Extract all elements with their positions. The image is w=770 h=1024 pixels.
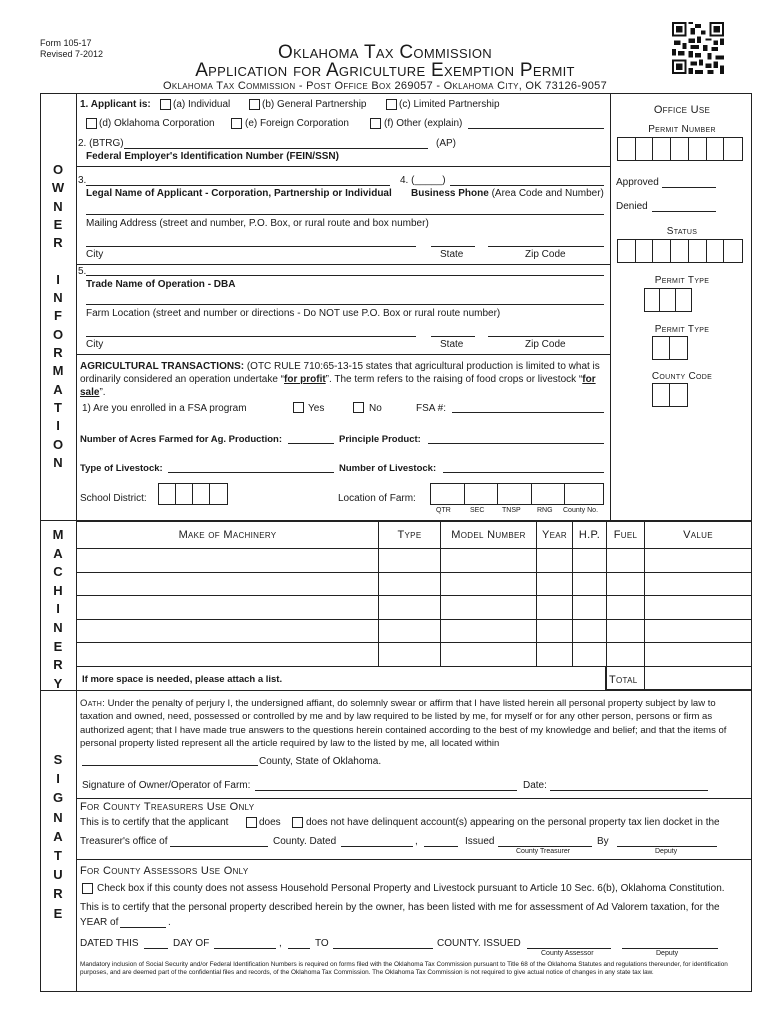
livestock-type-label: Type of Livestock: [80, 463, 163, 474]
sidebar-letter: I [56, 601, 60, 617]
approved-field[interactable] [662, 187, 716, 188]
machinery-cell[interactable] [573, 549, 607, 573]
treasurer-heading: For County Treasurers Use Only [80, 801, 255, 813]
sidebar-letter: A [53, 381, 63, 397]
machinery-cell[interactable] [537, 619, 573, 643]
farm-location-grid-label: Location of Farm: [338, 493, 416, 504]
fsa-yes-label: Yes [308, 403, 325, 414]
machinery-row [77, 619, 752, 643]
machinery-cell[interactable] [607, 643, 645, 667]
county-code-boxes[interactable] [652, 383, 688, 407]
machinery-cell[interactable] [441, 643, 537, 667]
city-label: City [86, 249, 104, 260]
sidebar-letter: E [53, 216, 63, 232]
acres-label: Number of Acres Farmed for Ag. Production: [80, 434, 282, 445]
loc-col-county-no: County No. [563, 507, 599, 514]
btrg-field[interactable] [124, 148, 428, 149]
mailing-address-field[interactable] [86, 214, 604, 215]
farm-city-field[interactable] [86, 336, 416, 337]
machinery-cell[interactable] [441, 619, 537, 643]
machinery-row [77, 572, 752, 596]
machinery-cell[interactable] [607, 572, 645, 596]
zip-label: Zip Code [525, 249, 566, 260]
machinery-cell[interactable] [573, 643, 607, 667]
machinery-cell[interactable] [645, 619, 752, 643]
legal-name-field[interactable] [86, 185, 390, 186]
farm-location-label: Farm Location (street and number or directions - Do NOT use P.O. Box or rural route number) [86, 308, 501, 319]
permit-type-boxes-2[interactable] [652, 336, 688, 360]
sidebar-letter: C [53, 564, 63, 580]
checkbox-oklahoma-corporation[interactable] [86, 118, 97, 129]
day-of-label: DAY OF [173, 938, 210, 949]
comma-2: , [279, 938, 282, 949]
col-fuel: Fuel [607, 522, 645, 549]
option-individual-label: (a) Individual [173, 99, 231, 110]
treasurer-office-label: Treasurer's office of [80, 836, 168, 847]
loc-col-qtr: QTR [436, 507, 451, 514]
farm-state-field[interactable] [431, 336, 475, 337]
more-space-note: If more space is needed, please attach a list. [82, 674, 283, 685]
sidebar-letter: R [53, 886, 63, 902]
machinery-cell[interactable] [607, 596, 645, 620]
school-district-boxes[interactable] [158, 483, 228, 505]
machinery-cell[interactable] [441, 596, 537, 620]
machinery-cell[interactable] [573, 572, 607, 596]
checkbox-does[interactable] [246, 817, 257, 828]
machinery-cell[interactable] [573, 596, 607, 620]
sidebar-letter: S [53, 752, 63, 767]
checkbox-does-not[interactable] [292, 817, 303, 828]
dated-this-label: DATED THIS [80, 938, 139, 949]
checkbox-fsa-no[interactable] [353, 402, 364, 413]
q4-label: 4. (_____) [400, 175, 446, 186]
date-label: Date: [523, 780, 547, 791]
day-of-year-field[interactable] [288, 948, 310, 949]
deputy-caption-2: Deputy [656, 950, 679, 957]
farm-zip-field[interactable] [488, 336, 604, 337]
machinery-cell[interactable] [77, 643, 379, 667]
does-label: does [259, 817, 281, 828]
signature-label: Signature of Owner/Operator of Farm: [82, 780, 251, 791]
machinery-cell[interactable] [573, 619, 607, 643]
state-field[interactable] [431, 246, 475, 247]
treasurer-office-field[interactable] [170, 846, 268, 847]
machinery-cell[interactable] [379, 549, 441, 573]
applicant-type-label: 1. Applicant is: [80, 99, 151, 110]
sidebar-letter: F [54, 308, 62, 324]
q3-label: 3. [78, 175, 87, 186]
issued-label: Issued [465, 836, 495, 847]
col-type: Type [379, 522, 441, 549]
loc-col-rng: RNG [537, 507, 553, 514]
permit-number-boxes[interactable] [617, 137, 743, 161]
year-of-field[interactable] [120, 927, 166, 928]
col-hp: H.P. [573, 522, 607, 549]
machinery-cell[interactable] [77, 619, 379, 643]
machinery-cell[interactable] [645, 596, 752, 620]
fsa-number-label: FSA #: [416, 403, 447, 414]
machinery-cell[interactable] [537, 643, 573, 667]
day-of-field[interactable] [214, 948, 276, 949]
machinery-header-row [77, 522, 752, 549]
sidebar-letter: I [56, 418, 60, 434]
machinery-cell[interactable] [537, 596, 573, 620]
fsa-number-field[interactable] [452, 412, 604, 413]
machinery-cell[interactable] [537, 572, 573, 596]
sidebar-letter: W [51, 180, 65, 196]
machinery-cell[interactable] [607, 549, 645, 573]
fsa-no-label: No [369, 403, 382, 414]
sidebar-letter: M [52, 363, 64, 379]
county-issued-label: COUNTY. ISSUED [437, 938, 521, 949]
livestock-number-label: Number of Livestock: [339, 463, 437, 474]
assessor-check-text: Check box if this county does not assess Household Personal Property and Livestock pursuant to Article 10 Sec. 6(b), Oklahoma Constitution. [97, 883, 725, 894]
machinery-cell[interactable] [77, 549, 379, 573]
sidebar-letter: R [53, 235, 63, 251]
machinery-cell[interactable] [537, 549, 573, 573]
sidebar-letter: A [53, 545, 63, 561]
farm-zip-label: Zip Code [525, 339, 566, 350]
confidentiality-footnote: Mandatory inclusion of Social Security and/or Federal Identification Numbers is required on forms filed with the Oklahoma Tax Commission pursuant to Title 68 of the Oklahoma Statutes and regulations thereunder, for identification purposes, and are deemed part of the confidential files and records, of the Oklahoma Tax Commission. The Oklahoma Tax Commission is not required to give actual notice of changes in any state tax law. [80, 961, 728, 976]
assessor-heading: For County Assessors Use Only [80, 865, 249, 877]
machinery-cell[interactable] [441, 572, 537, 596]
sidebar-letter: E [53, 638, 63, 654]
machinery-cell[interactable] [645, 643, 752, 667]
form-title: Application for Agriculture Exemption Permit [195, 60, 575, 81]
agency-name: Oklahoma Tax Commission [278, 42, 492, 63]
livestock-type-field[interactable] [168, 472, 334, 473]
comma: , [415, 836, 418, 847]
machinery-table [76, 521, 752, 690]
sidebar-letter: N [53, 809, 63, 825]
loc-col-tnsp: TNSP [502, 507, 521, 514]
agricultural-transactions-text: AGRICULTURAL TRANSACTIONS: (OTC RULE 710:65-13-15 states that agricultural production is limited to what is ordinarily considered an operation undertake “for profit”. The term refers to the raising of food crops or livestock “for sale”. [80, 361, 600, 398]
sidebar-letter: T [54, 399, 62, 415]
col-make: Make of Machinery [77, 522, 379, 549]
sidebar-letter: O [52, 162, 64, 177]
sidebar-letter: N [53, 454, 63, 470]
school-district-label: School District: [80, 493, 147, 504]
sidebar-letter: H [53, 582, 63, 598]
sidebar-letter: G [52, 790, 64, 806]
treasurer-certify-label: This is to certify that the applicant [80, 817, 229, 828]
machinery-cell[interactable] [645, 549, 752, 573]
machinery-row [77, 596, 752, 620]
machinery-cell[interactable] [379, 643, 441, 667]
deputy-caption-1: Deputy [655, 848, 678, 855]
permit-type-label-1: Permit Type [654, 275, 710, 286]
by-label: By [597, 836, 609, 847]
checkbox-individual[interactable] [160, 99, 171, 110]
loc-col-sec: SEC [470, 507, 485, 514]
form-number: Form 105-17 [40, 38, 92, 48]
denied-field[interactable] [652, 211, 716, 212]
sidebar-letter: Y [53, 675, 63, 691]
to-county-field[interactable] [333, 948, 433, 949]
dba-field[interactable] [86, 275, 604, 276]
ap-label: (AP) [436, 138, 456, 149]
permit-type-label-2: Permit Type [654, 324, 710, 335]
period: . [168, 917, 171, 928]
sidebar-letter: R [53, 345, 63, 360]
legal-name-label: Legal Name of Applicant - Corporation, Partnership or Individual [86, 188, 392, 199]
city-field[interactable] [86, 246, 416, 247]
sidebar-letter: N [53, 620, 63, 635]
principle-product-label: Principle Product: [339, 434, 421, 445]
county-assessor-caption: County Assessor [541, 950, 594, 957]
sidebar-letter: T [54, 848, 62, 863]
machinery-cell[interactable] [645, 666, 752, 690]
total-label: Total [609, 674, 638, 686]
btrg-label: 2. (BTRG) [78, 138, 124, 149]
machinery-cell[interactable] [77, 572, 379, 596]
sidebar-letter: O [52, 436, 64, 452]
revised-date: Revised 7-2012 [40, 49, 104, 59]
checkbox-fsa-yes[interactable] [293, 402, 304, 413]
dated-year-field[interactable] [424, 846, 458, 847]
permit-type-boxes-1[interactable] [644, 288, 692, 312]
county-dated-label: County. Dated [273, 836, 337, 847]
to-label: TO [315, 938, 329, 949]
fsa-question: 1) Are you enrolled in a FSA program [82, 403, 247, 414]
treasurer-deputy-field[interactable] [617, 846, 717, 847]
col-model-number: Model Number [441, 522, 537, 549]
farm-location-field[interactable] [86, 304, 604, 305]
county-code-label: County Code [651, 371, 713, 382]
fein-label: Federal Employer's Identification Number (FEIN/SSN) [86, 151, 339, 162]
checkbox-foreign-corporation[interactable] [231, 118, 242, 129]
county-assessor-field[interactable] [527, 948, 611, 949]
qr-code [672, 22, 724, 74]
denied-label: Denied [616, 201, 648, 212]
farm-state-label: State [440, 339, 464, 350]
approved-label: Approved [616, 177, 659, 188]
assessor-certify-text: This is to certify that the personal property described herein by the owner, has been listed with me for assessment of Ad Valorem taxation, for the [80, 902, 720, 913]
machinery-cell[interactable] [379, 619, 441, 643]
dated-field[interactable] [341, 846, 413, 847]
sidebar-letter: E [53, 905, 63, 921]
does-not-label: does not have delinquent account(s) appearing on the personal property tax lien docket in the [306, 817, 720, 828]
machinery-cell[interactable] [379, 572, 441, 596]
mailing-address-label: Mailing Address (street and number, P.O. Box, or rural route and box number) [86, 218, 429, 229]
county-state-label: County, State of Oklahoma. [259, 756, 382, 767]
option-foreign-corporation-label: (e) Foreign Corporation [245, 118, 349, 129]
county-treasurer-caption: County Treasurer [516, 848, 571, 855]
machinery-cell[interactable] [645, 572, 752, 596]
county-treasurer-field[interactable] [498, 846, 592, 847]
machinery-cell[interactable] [77, 596, 379, 620]
sidebar-letter: A [53, 828, 63, 844]
option-limited-partnership-label: (c) Limited Partnership [399, 99, 500, 110]
machinery-cell[interactable] [379, 596, 441, 620]
assessor-deputy-field[interactable] [622, 948, 718, 949]
date-field[interactable] [550, 790, 708, 791]
dba-label: Trade Name of Operation - DBA [86, 279, 236, 290]
agency-address: Oklahoma Tax Commission - Post Office Box 269057 - Oklahoma City, OK 73126-9057 [163, 80, 607, 92]
sidebar-letter: N [53, 198, 63, 214]
option-other-label: (f) Other (explain) [384, 118, 463, 129]
status-boxes[interactable] [617, 239, 743, 263]
permit-number-label: Permit Number [648, 124, 716, 135]
option-general-partnership-label: (b) General Partnership [262, 99, 367, 110]
option-oklahoma-corporation-label: (d) Oklahoma Corporation [99, 118, 215, 129]
col-year: Year [537, 522, 573, 549]
machinery-cell[interactable] [607, 619, 645, 643]
sidebar-letter: N [53, 290, 63, 306]
checkbox-limited-partnership[interactable] [386, 99, 397, 110]
sidebar-letter: R [53, 657, 63, 673]
sidebar-letter: M [52, 527, 64, 542]
business-phone-field[interactable] [450, 185, 604, 186]
sidebar-letter: I [56, 771, 60, 787]
livestock-number-field[interactable] [443, 472, 604, 473]
principle-product-field[interactable] [428, 443, 604, 444]
sidebar-letter: O [52, 326, 64, 342]
farm-location-grid[interactable] [430, 483, 604, 505]
dated-this-field[interactable] [144, 948, 168, 949]
status-label: Status [666, 226, 698, 237]
col-value: Value [645, 522, 752, 549]
year-of-label: YEAR of [80, 917, 119, 928]
checkbox-assessor-exempt[interactable] [82, 883, 93, 894]
office-use-heading: Office Use [653, 104, 711, 116]
farm-city-label: City [86, 339, 104, 350]
machinery-row [77, 643, 752, 667]
machinery-row [77, 549, 752, 573]
county-field[interactable] [82, 765, 258, 766]
checkbox-other[interactable] [370, 118, 381, 129]
business-phone-label: Business Phone (Area Code and Number) [411, 188, 604, 199]
checkbox-general-partnership[interactable] [249, 99, 260, 110]
other-explain-field[interactable] [468, 128, 604, 129]
signature-field[interactable] [255, 790, 517, 791]
machinery-cell[interactable] [441, 549, 537, 573]
sidebar-letter: I [56, 271, 60, 287]
q5-label: 5. [78, 266, 87, 277]
sidebar-letter: U [53, 867, 63, 883]
oath-text: Oath: Under the penalty of perjury I, the undersigned affiant, do solemnly swear or affirm that I have listed herein all personal property subject by law to taxation and owned, need, possessed or controlled by me and by law required to be listed by me, for myself or for any other person, persons or firm as authorized agent; that I have made true answers to the questions herein contained according to the best of my knowledge and belief; and that the items of personal property listed represent all the article required by law to the listed by me, all located within [80, 698, 727, 750]
acres-field[interactable] [288, 443, 334, 444]
state-label: State [440, 249, 464, 260]
zip-field[interactable] [488, 246, 604, 247]
